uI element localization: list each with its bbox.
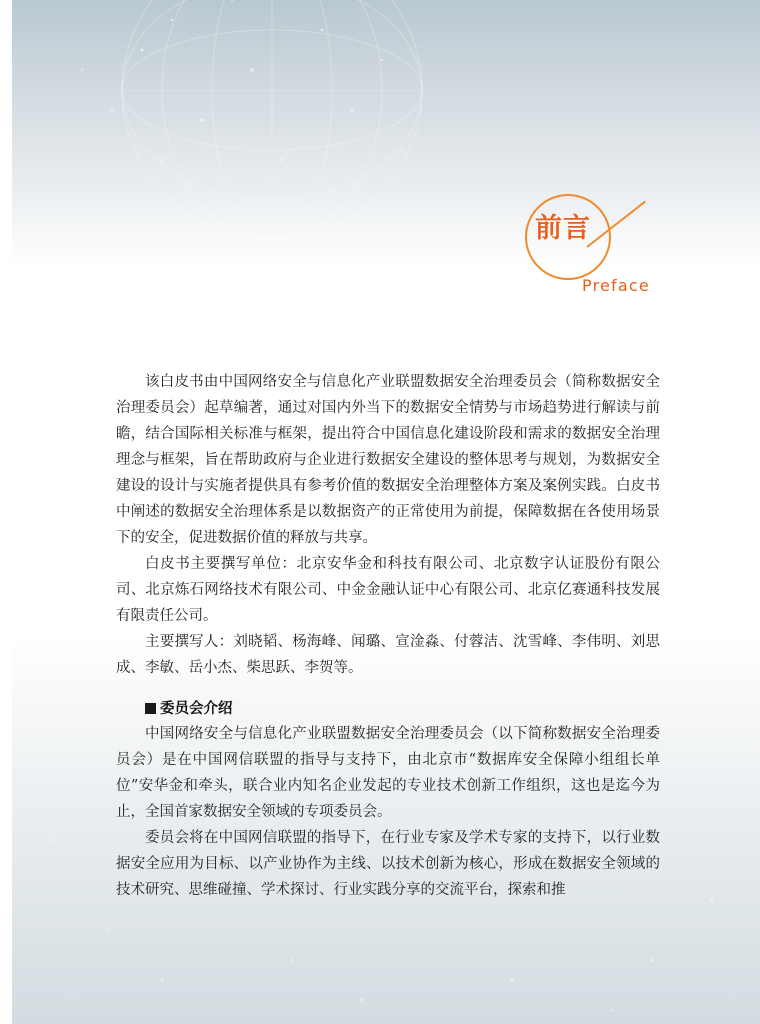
preface-title-en: Preface (582, 276, 650, 295)
committee-paragraph: 中国网络安全与信息化产业联盟数据安全治理委员会（以下简称数据安全治理委员会）是在中国网信联盟的指导与支持下，由北京市“数据库安全保障小组组长单位”安华金和牵头，联合业内知名企业发起的专业技术创新工作组织，这也是迄今为止，全国首家数据安全领域的专项委员会。 (116, 726, 660, 820)
intro-paragraph: 该白皮书由中国网络安全与信息化产业联盟数据安全治理委员会（简称数据安全治理委员会）起草编著，通过对国内外当下的数据安全情势与市场趋势进行解读与前瞻，结合国际相关标准与框架，提出符合中国信息化建设阶段和需求的数据安全治理理念与框架，旨在帮助政府与企业进行数据安全建设的整体思考与规划，为数据安全建设的设计与实施者提供具有参考价值的数据安全治理整体方案及案例实践。白皮书中阐述的数据安全治理体系是以数据资产的正常使用为前提，保障数据在各使用场景下的安全，促进数据价值的释放与共享。 (116, 374, 660, 546)
square-bullet-icon (145, 703, 156, 714)
page (12, 0, 760, 1024)
preface-title-cn: 前言 (535, 213, 591, 244)
committee-heading (116, 697, 660, 721)
preface-logo (517, 190, 677, 300)
committee-paragraph: 委员会将在中国网信联盟的指导下，在行业专家及学术专家的支持下，以行业数据安全应用为目标、以产业协作为主线、以技术创新为核心，形成在数据安全领域的技术研究、思维碰撞、学术探讨、行业实践分享的交流平台，探索和推 (116, 830, 660, 898)
digital-globe-decoration (22, 0, 482, 260)
preface-body (116, 369, 660, 903)
authoring-units-paragraph: 白皮书主要撰写单位：北京安华金和科技有限公司、北京数字认证股份有限公司、北京炼石网络技术有限公司、中金金融认证中心有限公司、北京亿赛通科技发展有限责任公司。 (116, 556, 660, 624)
authors-paragraph: 主要撰写人：刘晓韬、杨海峰、闻璐、宣淦淼、付蓉洁、沈雪峰、李伟明、刘思成、李敏、岳小杰、柴思跃、李贺等。 (116, 634, 660, 676)
committee-heading-text: 委员会介绍 (160, 701, 233, 717)
